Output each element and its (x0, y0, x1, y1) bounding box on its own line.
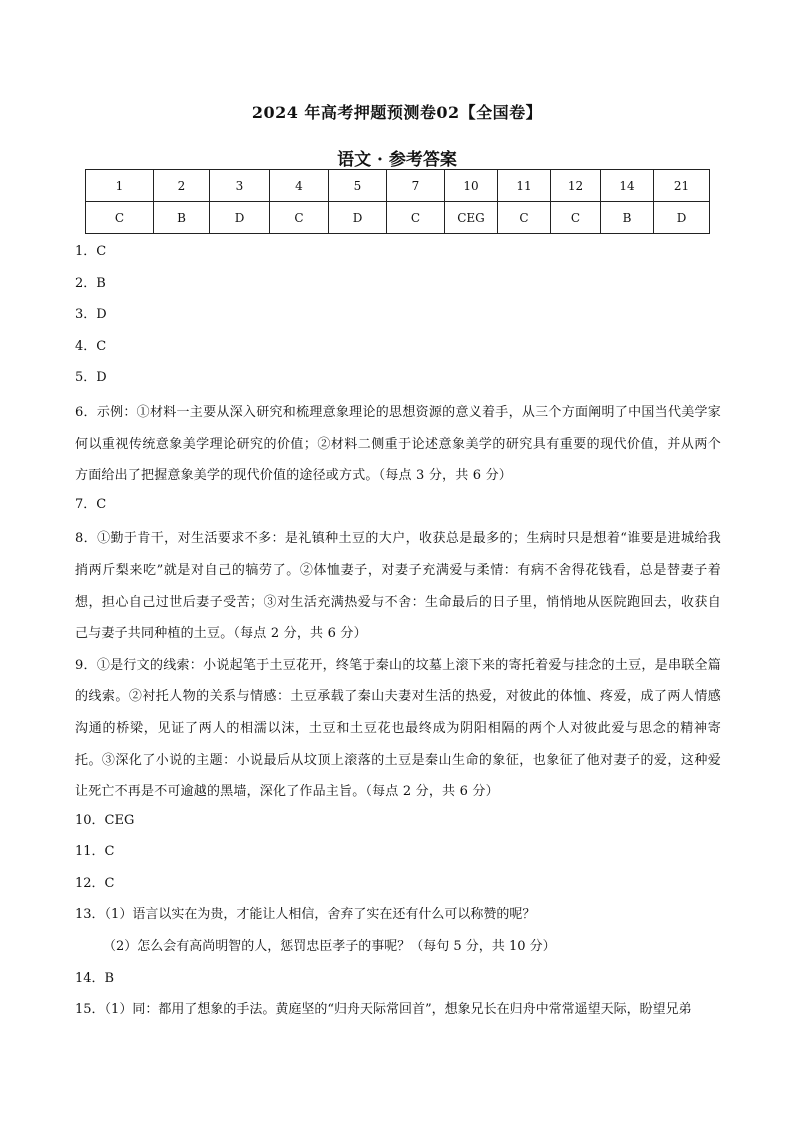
question-number-cell: 1 (86, 170, 154, 202)
answer-item-7: 7．C (75, 496, 107, 512)
answer-cell: C (270, 202, 329, 234)
answer-cell: B (601, 202, 654, 234)
answer-item-3: 3．D (75, 307, 107, 323)
answer-list (75, 239, 721, 1029)
question-number-cell: 12 (551, 170, 601, 202)
answer-table (85, 169, 710, 234)
answer-item-13-part-2: （2）怎么会有高尚明智的人，惩罚忠臣孝子的事呢？（每句 5 分，共 10 分） (103, 939, 556, 955)
answer-item-12: 12．C (75, 875, 115, 891)
question-number-cell: 3 (210, 170, 270, 202)
question-number-cell: 5 (329, 170, 387, 202)
page-title: 2024 年高考押题预测卷02【全国卷】 (251, 103, 543, 122)
answer-item-5: 5．D (75, 370, 107, 386)
answer-cell: C (387, 202, 445, 234)
question-number-cell: 10 (445, 170, 498, 202)
answer-item-15: 15．（1）同：都用了想象的手法。黄庭坚的“归舟天际常回首”，想象兄长在归舟中常常遥望天际，盼望兄弟 (75, 1002, 692, 1018)
answer-row (86, 202, 710, 234)
answer-item-10: 10．CEG (75, 812, 135, 828)
answer-cell: D (654, 202, 710, 234)
answer-cell: B (154, 202, 210, 234)
answer-cell: C (498, 202, 551, 234)
answer-item-8: 8．①勤于肯干，对生活要求不多：是礼镇种土豆的大户，收获总是最多的；生病时只是想着“谁要是进城给我捎两斤梨来吃”就是对自己的犒劳了。②体恤妻子，对妻子充满爱与柔情：有病不舍得花钱看，总是替妻子着想，担心自己过世后妻子受苦；③对生活充满热爱与不舍：生命最后的日子里，悄悄地从医院跑回去，收获自己与妻子共同种植的土豆。（每点 2 分，共 6 分） (75, 531, 721, 642)
question-number-cell: 2 (154, 170, 210, 202)
question-number-cell: 7 (387, 170, 445, 202)
answer-item-14: 14．B (75, 970, 115, 986)
page-subtitle: 语文 · 参考答案 (337, 150, 457, 170)
question-number-cell: 14 (601, 170, 654, 202)
answer-cell: CEG (445, 202, 498, 234)
question-number-cell: 4 (270, 170, 329, 202)
answer-cell: D (210, 202, 270, 234)
question-number-cell: 11 (498, 170, 551, 202)
question-number-row (86, 170, 710, 202)
answer-item-2: 2．B (75, 275, 106, 291)
answer-item-9: 9．①是行文的线索：小说起笔于土豆花开，终笔于秦山的坟墓上滚下来的寄托着爱与挂念的土豆，是串联全篇的线索。②衬托人物的关系与情感：土豆承载了秦山夫妻对生活的热爱，对彼此的体恤、疼爱，成了两人情感沟通的桥梁，见证了两人的相濡以沫，土豆和土豆花也最终成为阴阳相隔的两个人对彼此爱与思念的精神寄托。③深化了小说的主题：小说最后从坟顶上滚落的土豆是秦山生命的象征，也象征了他对妻子的爱，这种爱让死亡不再是不可逾越的黑墙，深化了作品主旨。（每点 2 分，共 6 分） (75, 657, 721, 800)
answer-cell: C (551, 202, 601, 234)
question-number-cell: 21 (654, 170, 710, 202)
answer-item-11: 11．C (75, 844, 115, 860)
answer-item-13-part-1: 13．（1）语言以实在为贵，才能让人相信，舍弃了实在还有什么可以称赞的呢？ (75, 907, 536, 923)
answer-item-4: 4．C (75, 338, 107, 354)
answer-cell: C (86, 202, 154, 234)
answer-cell: D (329, 202, 387, 234)
answer-item-1: 1．C (75, 244, 107, 259)
answer-item-6: 6．示例：①材料一主要从深入研究和梳理意象理论的思想资源的意义着手，从三个方面阐明了中国当代美学家何以重视传统意象美学理论研究的价值；②材料二侧重于论述意象美学的研究具有重要的现代价值，并从两个方面给出了把握意象美学的现代价值的途径或方式。（每点 3 分，共 6 分） (75, 404, 721, 484)
